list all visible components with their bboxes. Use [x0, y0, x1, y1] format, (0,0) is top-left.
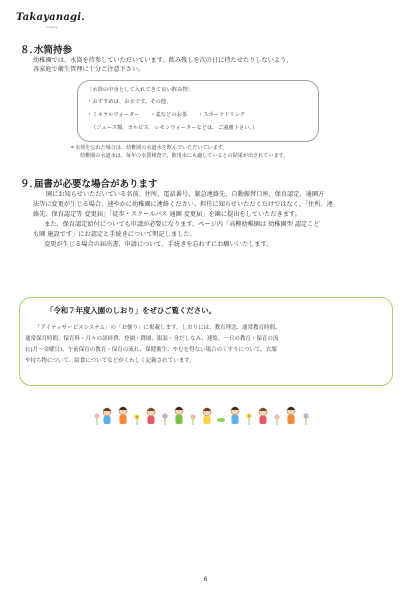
- drinks-box-content: [77, 80, 319, 142]
- section-8-number: ８．: [20, 45, 40, 56]
- drinks-box-line-4: （ジュース類、カルピス、レモンウォーターなどは、ご遠慮下さい。）: [91, 125, 258, 131]
- notice-line-3: れ(月〜金曜日)、午前保育の教育・保育の流れ、保健衛生、やむを得ない場合のくすりについて、衣服: [25, 347, 277, 353]
- section-9-number: ９．: [20, 179, 40, 190]
- child-icon: [287, 407, 295, 424]
- flower-icon: [275, 415, 280, 426]
- notice-text: [25, 323, 385, 367]
- child-icon: [231, 407, 239, 424]
- section-9-paragraph-line-6: 変更が生じる場合の届出書、申請について、手続きを忘れずにお願いいたします。: [38, 241, 273, 248]
- flower-icon: [95, 414, 100, 426]
- drinks-box-line-2: ・おすすめは、お水です。その他、: [87, 99, 172, 105]
- child-icon: [259, 408, 267, 424]
- section-9-paragraph-line-1: 園にお知らせいただいている名前、住所、電話番号、緊急連絡先、自動振替口座、保育認定、通園方: [46, 191, 325, 198]
- notice-line-4: や持ち物について、給食についてなどがくわしく記載されています。: [25, 358, 195, 364]
- notice-line-2: 通常保育時間、保育料・月々の諸経費、登園・降園、服装・身だしなみ、連絡、一日の教育・保育の流: [25, 336, 279, 342]
- section-9-heading: [20, 176, 158, 190]
- section-8-title: 水筒持参: [34, 45, 73, 56]
- section-8-heading: [20, 42, 72, 56]
- flower-icon: [247, 414, 252, 426]
- section-9-title: 届書が必要な場合があります: [34, 179, 158, 190]
- flower-icon: [304, 414, 309, 426]
- logo-subtext: nursery: [46, 25, 58, 29]
- section-9-paragraph-line-2: 法等に変更が生じる場合、速やかに幼稚園に連絡ください。担任に知らせいただくだけではなく、「住所、連: [33, 201, 333, 208]
- child-icon: [103, 408, 111, 424]
- flower-icon: [191, 415, 196, 426]
- drinks-box-line-3: ・ミネラルウォーター ・麦などのお茶 ・スポーツドリンク: [87, 112, 246, 118]
- section-8-note-1: ＊水筒を忘れた場合は、幼稚園の水道水を飲んでいただいています。: [70, 145, 228, 151]
- children-flowers-illustration: [93, 400, 318, 426]
- logo: Takayanagi.: [16, 12, 85, 23]
- notice-line-1: 「アイティサービスシステム」の「お便り」に掲載します。しおりには、教育理念、通常教育時間、: [35, 325, 281, 331]
- section-8-paragraph-line-1: 幼稚園では、水筒を持参していただいています。飲み残しを次の日に持たせたりしないよう、: [33, 57, 293, 64]
- section-9-paragraph-line-4: また、保育認定給付についても申請が必要になります。ページ内「高柳幼稚園は 幼稚園型 認定こど: [38, 221, 320, 228]
- child-icon: [203, 408, 211, 424]
- notice-title: 「令和７年度入園のしおり」をぜひご覧ください。: [46, 306, 216, 315]
- child-icon: [119, 407, 127, 424]
- page-number: 6: [203, 576, 208, 583]
- leaf-icon: [217, 418, 225, 422]
- section-9-paragraph-line-3: 絡先、保育認定等 変更届」「徒歩・スクールバス 通園 変更届」を園に提出をしていただきます。: [33, 211, 301, 218]
- section-9-paragraph-line-5: も園 施設です」にお認定と手続きについて明記しました。: [33, 231, 196, 238]
- section-8-paragraph-line-2: 各家庭で衛生管理に十分ご注意下さい。: [33, 66, 145, 73]
- child-icon: [175, 407, 183, 424]
- flower-icon: [163, 414, 168, 426]
- drinks-box-line-1: 〔水筒の中身として入れてきて良い飲み物〕: [87, 87, 193, 93]
- child-icon: [147, 408, 155, 424]
- flower-icon: [135, 415, 140, 426]
- section-8-note-2: 幼稚園の水道水は、毎年の水質検査で、飲用水にも適しているとの結果が出されています。: [80, 153, 289, 159]
